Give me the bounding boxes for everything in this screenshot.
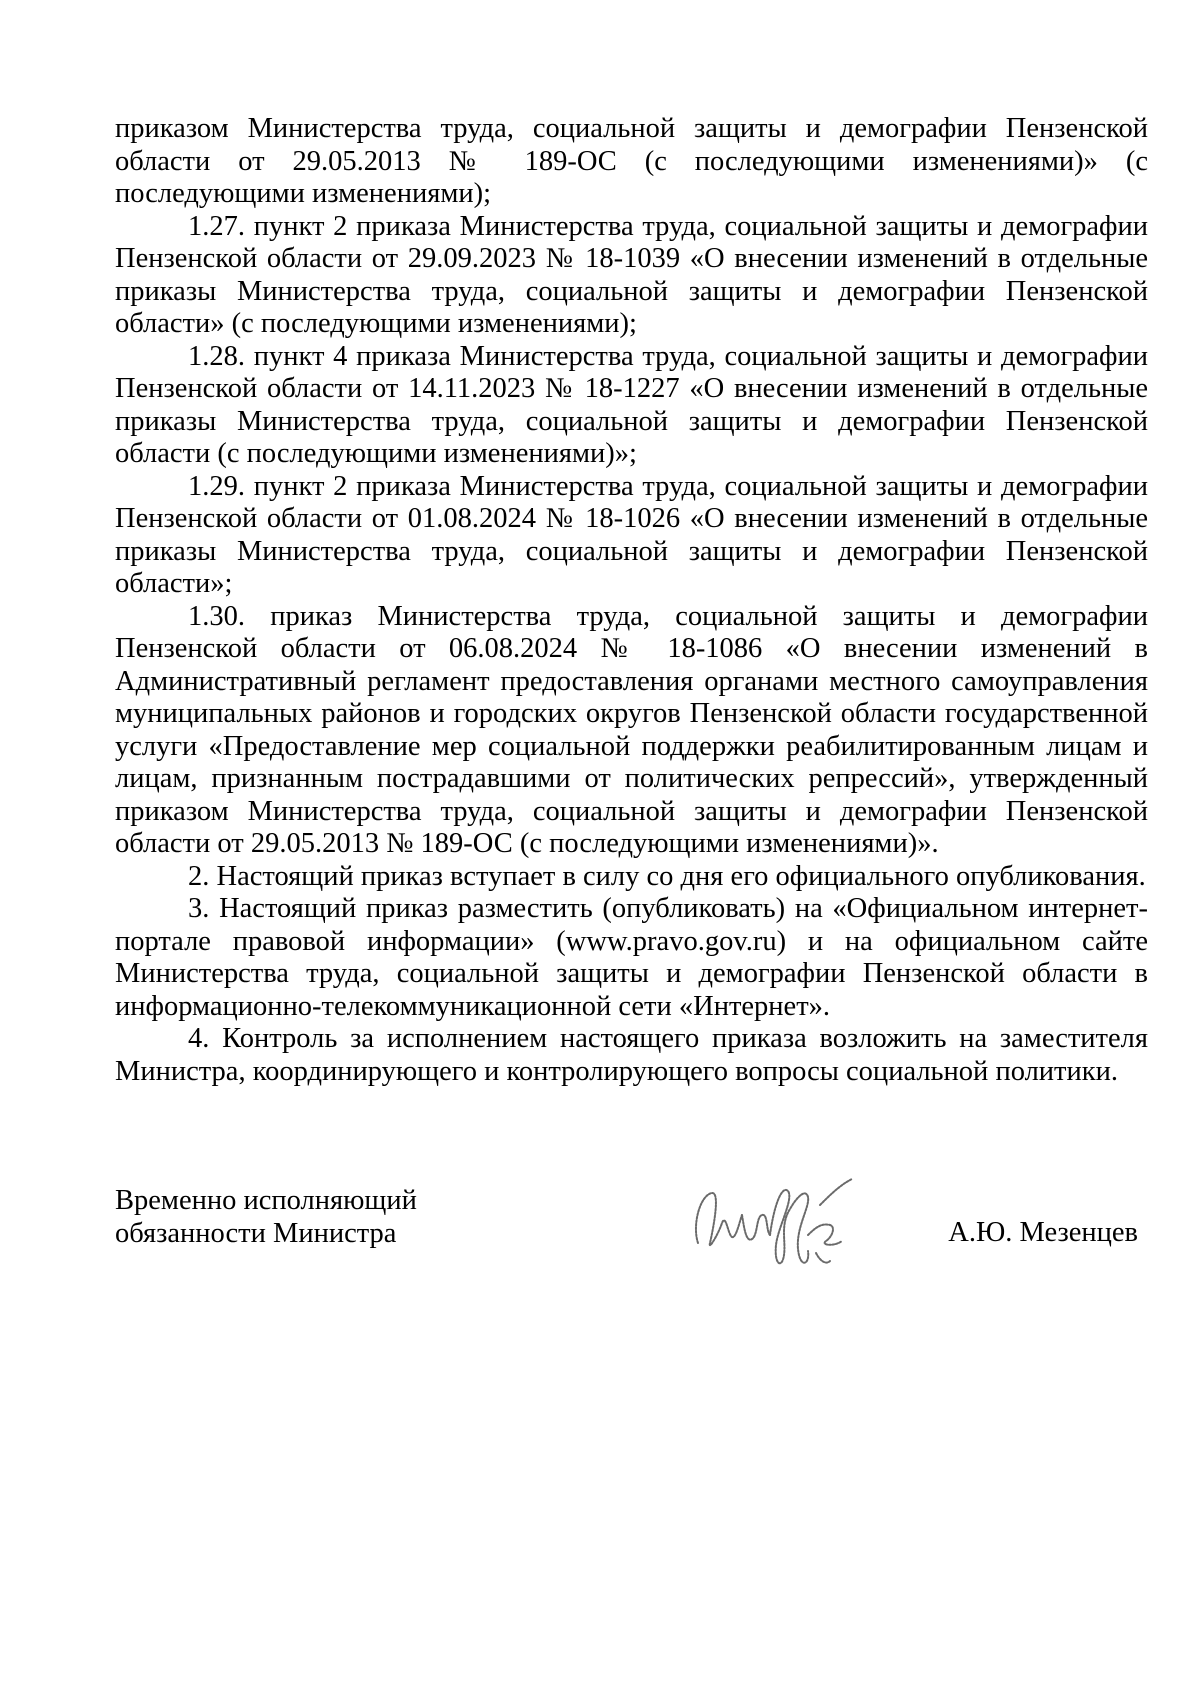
paragraph-item-2: 2. Настоящий приказ вступает в силу со дня его официального опубликования. (188, 860, 1146, 892)
signatory-title-line-2: обязанности Министра (115, 1217, 397, 1249)
paragraph-continuation: приказом Министерства труда, социальной защиты и демографии Пензенской области от 29.05.2013 № 189-ОС (с последующими изменениями)» (с последующими изменениями); (115, 113, 1148, 209)
signatory-title (115, 1185, 515, 1250)
signatory-name: А.Ю. Мезенцев (948, 1217, 1138, 1248)
paragraph-item-1-29: 1.29. пункт 2 приказа Министерства труда, социальной защиты и демографии Пензенской области от 01.08.2024 № 18-1026 «О внесении изменений в отдельные приказы Министерства труда, социальной защиты и демографии Пензенской области»; (115, 470, 1148, 599)
signatory-title-line-1: Временно исполняющий (115, 1185, 417, 1216)
paragraph-item-1-30: 1.30. приказ Министерства труда, социальной защиты и демографии Пензенской области от 06.08.2024 № 18-1086 «О внесении изменений в Административный регламент предоставления органами местного самоуправления муниципальных районов и городских округов Пензенской области государственной услуги «Предоставление мер социальной поддержки реабилитированным лицам и лицам, признанным пострадавшими от политических репрессий», утвержденный приказом Министерства труда, социальной защиты и демографии Пензенской области от 29.05.2013 № 189-ОС (с последующими изменениями)». (115, 600, 1148, 859)
signature-block (115, 1185, 1148, 1305)
paragraph-item-3: 3. Настоящий приказ разместить (опубликовать) на «Официальном интернет-портале правовой информации» (www.pravo.gov.ru) и на официальном сайте Министерства труда, социальной защиты и демографии Пензенской области в информационно-телекоммуникационной сети «Интернет». (115, 893, 1148, 1022)
document-body (115, 113, 1148, 1088)
paragraph-item-4: 4. Контроль за исполнением настоящего приказа возложить на заместителя Министра, координирующего и контролирующего вопросы социальной политики. (115, 1023, 1148, 1087)
paragraph-item-1-28: 1.28. пункт 4 приказа Министерства труда, социальной защиты и демографии Пензенской области от 14.11.2023 № 18-1227 «О внесении изменений в отдельные приказы Министерства труда, социальной защиты и демографии Пензенской области (с последующими изменениями)»; (115, 340, 1148, 469)
paragraph-item-1-27: 1.27. пункт 2 приказа Министерства труда, социальной защиты и демографии Пензенской области от 29.09.2023 № 18-1039 «О внесении изменений в отдельные приказы Министерства труда, социальной защиты и демографии Пензенской области» (с последующими изменениями); (115, 210, 1148, 339)
handwritten-signature-icon (670, 1165, 870, 1285)
